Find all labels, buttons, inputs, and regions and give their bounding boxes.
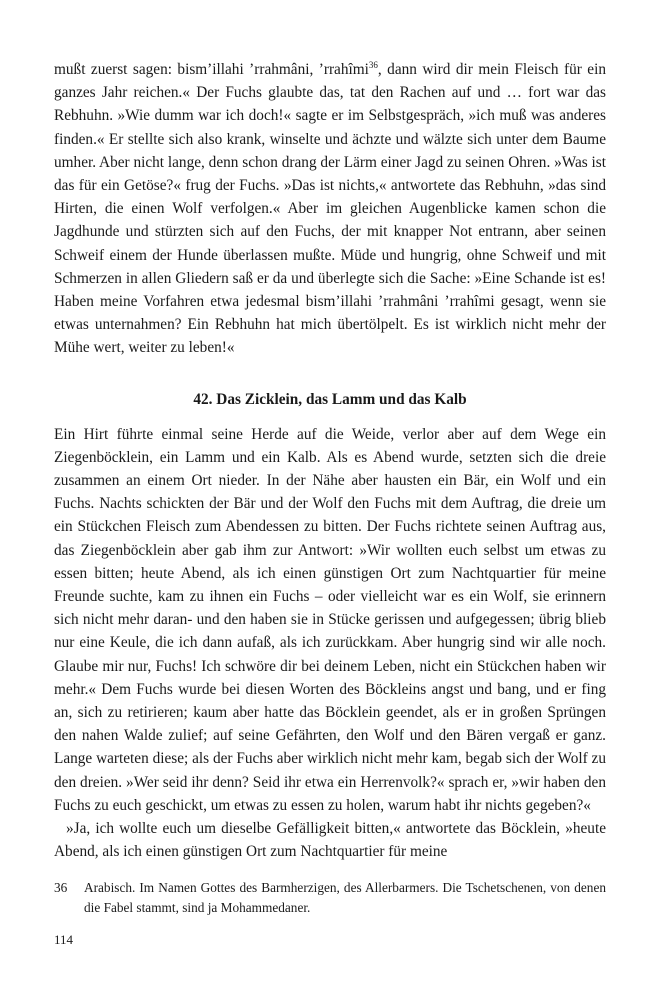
body-text xyxy=(54,58,606,864)
top-paragraph-rest: , dann wird dir mein Fleisch für ein ganzes Jahr reichen.« Der Fuchs glaubte das, tat den Rachen auf und … fort war das Rebhuhn. »Wie dumm war ich doch!« sagte er im Selbstgespräch, »ich muß was anderes finden.« Er stellte sich also krank, winselte und ächzte und wälzte sich unter dem Baume umher. Aber nicht lange, denn schon drang der Lärm einer Jagd zu seinen Ohren. »Was ist das für ein Getöse?« frug der Fuchs. »Das ist nichts,« antwortete das Rebhuhn, »das sind Hirten, die einen Wolf verfolgen.« Aber im gleichen Augenblicke kamen schon die Jagdhunde und stürzten sich auf den Fuchs, der mit knapper Not entrann, aber seinen Schweif einem der Hunde überlassen mußte. Müde und hungrig, ohne Schweif und mit Schmerzen in allen Gliedern saß er da und überlegte sich die Sache: »Eine Schande ist es! Haben meine Vorfahren etwa jedesmal bism’illahi ’rrahmâni ’rrahîmi gesagt, wenn sie etwas unternahmen? Ein Rebhuhn hat mich übertölpelt. Es ist wirklich nicht mehr der Mühe wert, weiter zu leben!« xyxy=(54,61,606,357)
footnote-number: 36 xyxy=(54,880,68,895)
top-paragraph-start: mußt zuerst sagen: bism’illahi ’rrahmâni, ’rrahîmi xyxy=(54,61,369,78)
page-number: 114 xyxy=(54,932,74,947)
footnote-reference: 36 xyxy=(368,60,378,70)
section-heading: 42. Das Zicklein, das Lamm und das Kalb xyxy=(193,390,467,408)
footnote-text: Arabisch. Im Namen Gottes des Barmherzigen, des Allerbarmers. Die Tschetschenen, von denen die Fabel stammt, sind ja Mohammedaner. xyxy=(84,880,606,915)
footnote xyxy=(54,878,606,917)
section-paragraph-continued: »Ja, ich wollte euch um dieselbe Gefälligkeit bitten,« antwortete das Böcklein, »heute Abend, als ich einen günstigen Ort zum Nachtquartier für meine xyxy=(54,820,606,861)
section-paragraph: Ein Hirt führte einmal seine Herde auf die Weide, verlor aber auf dem Wege ein Ziegenböcklein, ein Lamm und ein Kalb. Als es Abend wurde, setzten sich die dreie zusammen an einem Ort nieder. In der Nähe aber hausten ein Bär, ein Wolf und ein Fuchs. Nachts schickten der Bär und der Wolf den Fuchs mit dem Auftrag, die dreie um ein Stückchen Fleisch zum Abendessen zu bitten. Der Fuchs richtete seinen Auftrag aus, das Ziegenböcklein aber gab ihm zur Antwort: »Wir wollten euch selbst um etwas zu essen bitten; heute Abend, als ich einen günstigen Ort zum Nachtquartier für meine Freunde suchte, kam zu ihnen ein Fuchs – oder vielleicht war es ein Wolf, sie erinnern sich nicht mehr daran- und den haben sie in Stücke gerissen und aufgegessen; übrig blieb nur eine Keule, die ich dann aufaß, als ich zurückkam. Aber hungrig sind wir alle noch. Glaube mir nur, Fuchs! Ich schwöre dir bei deinem Leben, nicht ein Stückchen haben wir mehr.« Dem Fuchs wurde bei diesen Worten des Böckleins angst und bang, und er fing an, sich zu retirieren; kaum aber hatte das Böcklein geendet, als er in großen Sprüngen den nahen Walde zulief; auf seine Gefährten, den Wolf und den Bären vergaß er ganz. Lange warteten diese; als der Fuchs aber wirklich nicht mehr kam, begab sich der Wolf zu den dreien. »Wer seid ihr denn? Seid ihr etwa ein Herrenvolk?« sprach er, »wir haben den Fuchs zu euch geschickt, um etwas zu essen zu holen, warum habt ihr nichts gegeben?« xyxy=(54,425,606,814)
section-gap xyxy=(54,360,606,388)
top-paragraph xyxy=(54,58,606,360)
